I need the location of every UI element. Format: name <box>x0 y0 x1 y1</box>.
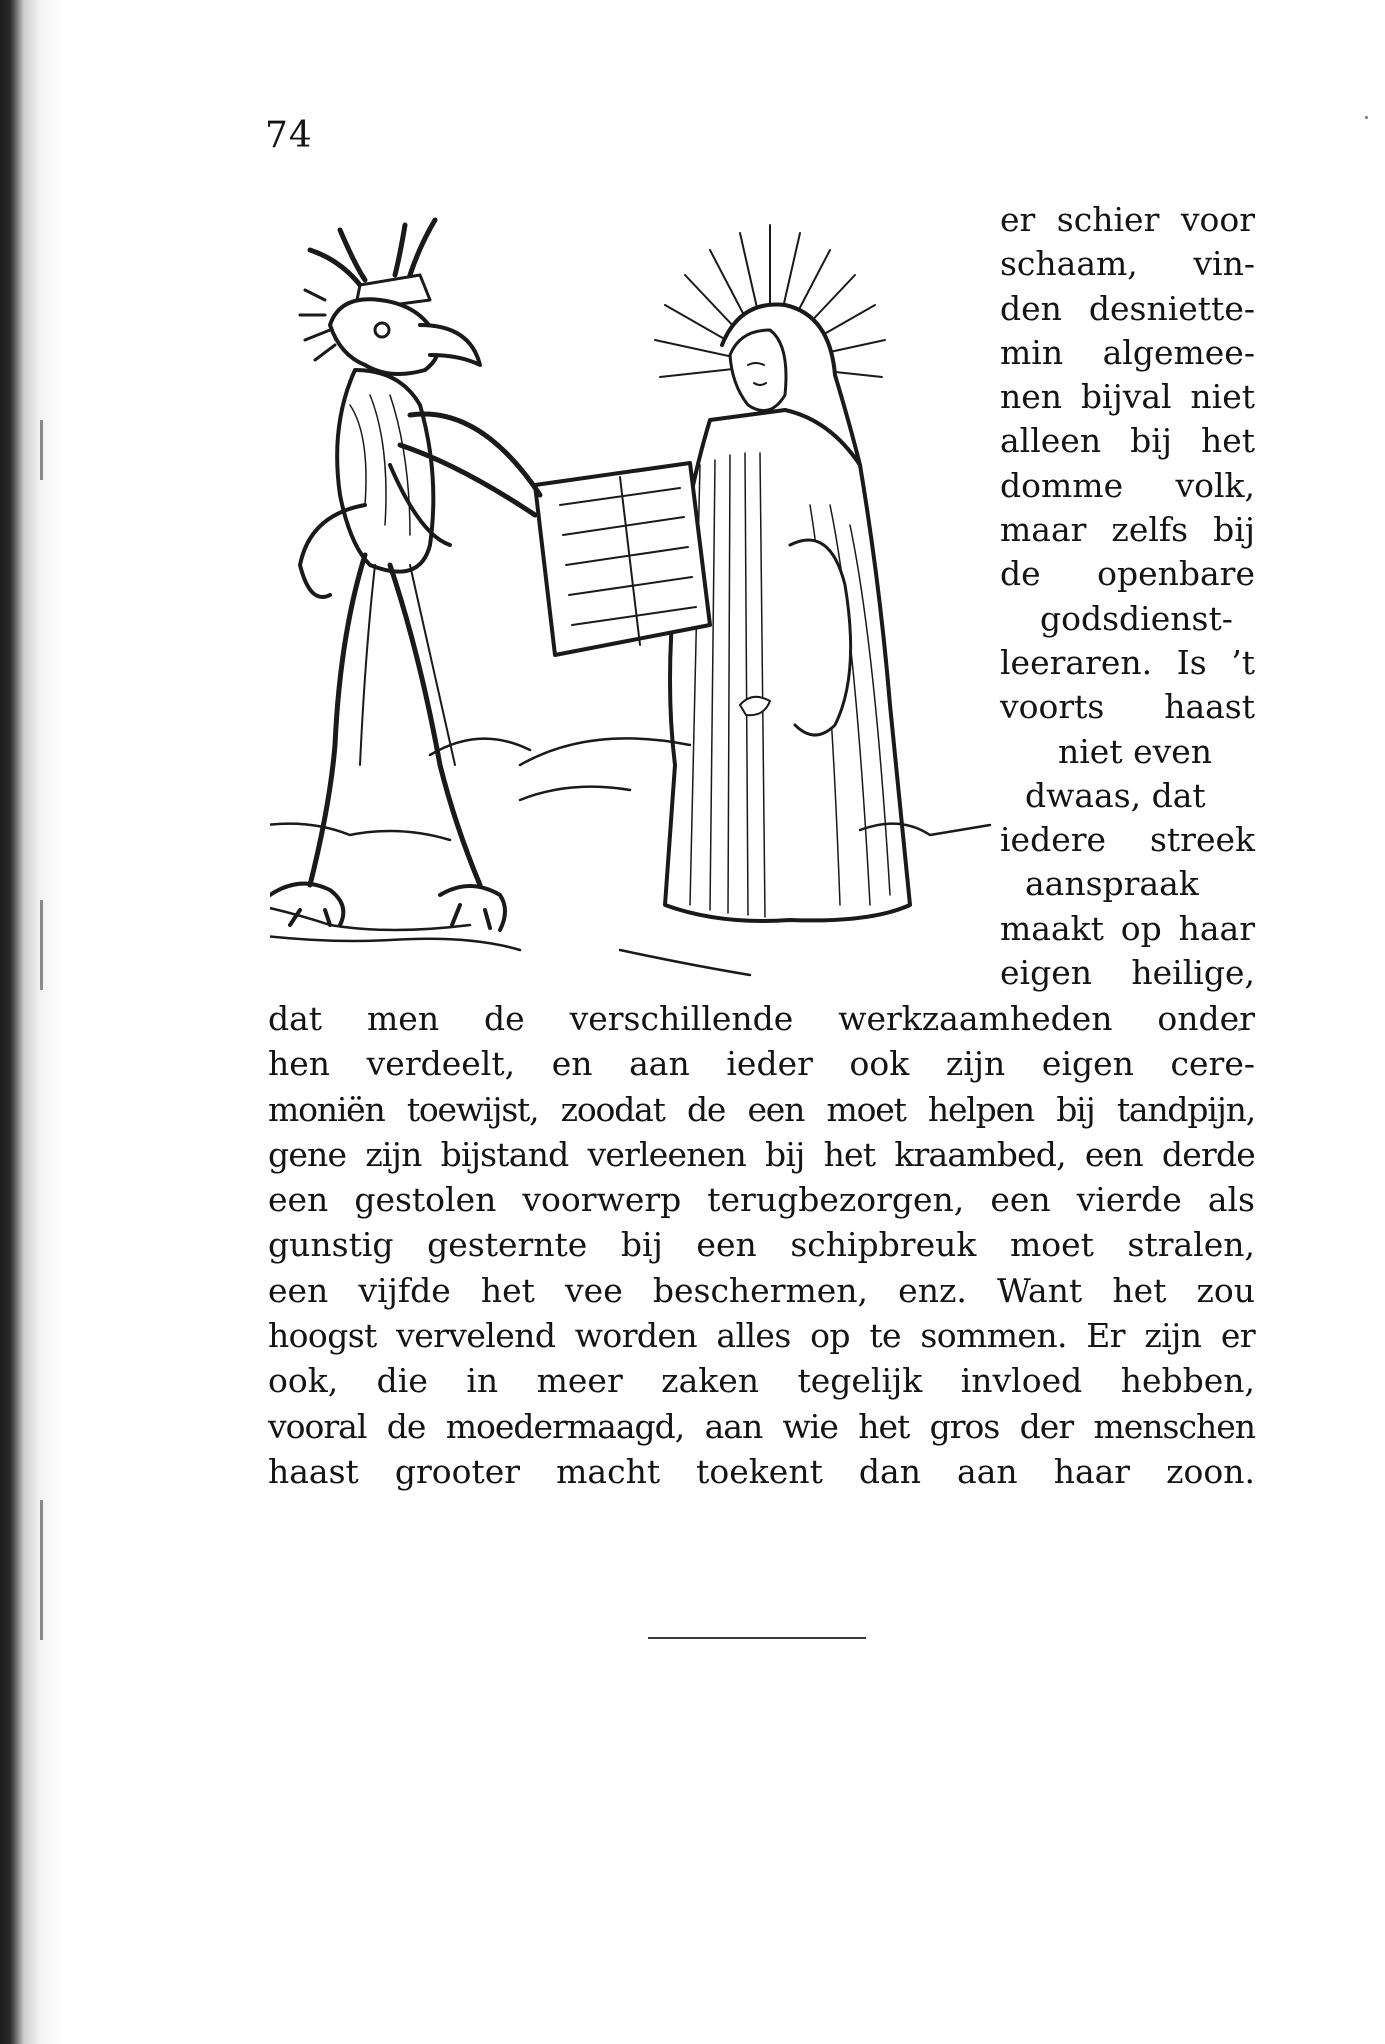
text-line: alleen bij het <box>1000 421 1255 461</box>
side-text-column <box>1000 198 1255 995</box>
text-line: een gestolen voorwerp terugbezorgen, een vierde als <box>268 1180 1255 1220</box>
text-line: leeraren. Is ’t <box>1000 642 1255 682</box>
text-line: dat men de verschillende werkzaamheden onder <box>268 999 1255 1038</box>
text-line: maakt op haar <box>1000 908 1255 948</box>
text-line: gunstig gesternte bij een schipbreuk moet stralen, <box>268 1225 1255 1265</box>
text-line: gene zijn bijstand verleenen bij het kraambed, een derde <box>268 1134 1255 1174</box>
text-line: ook, die in meer zaken tegelijk invloed hebben, <box>268 1361 1255 1401</box>
text-line: min algemee- <box>1000 332 1255 372</box>
text-line: nen bijval niet <box>1000 377 1255 417</box>
body-text <box>268 996 1255 1494</box>
text-line: schaam, vin- <box>1000 244 1255 284</box>
text-line: domme volk, <box>1000 465 1255 505</box>
end-rule <box>648 1637 866 1639</box>
scan-dot <box>1365 116 1368 119</box>
page-number: 74 <box>265 115 313 156</box>
text-line: godsdienst- <box>1040 598 1233 638</box>
text-line: niet even <box>1058 731 1213 771</box>
text-line: iedere streek <box>1000 820 1255 860</box>
text-line: voorts haast <box>1000 687 1255 727</box>
text-line: den desniette- <box>1000 288 1255 328</box>
scan-speck <box>40 420 43 480</box>
text-line: hoogst vervelend worden alles op te sommen. Er zijn er <box>268 1316 1255 1356</box>
text-line: de openbare <box>1000 554 1255 594</box>
woodcut-devil-and-monk-icon <box>270 205 1010 995</box>
scan-speck <box>40 900 43 990</box>
text-line: haast grooter macht toekent dan aan haar zoon. <box>268 1451 1255 1491</box>
text-line: een vijfde het vee beschermen, enz. Want het zou <box>268 1270 1255 1310</box>
text-line: maar zelfs bij <box>1000 510 1255 550</box>
text-line: hen verdeelt, en aan ieder ook zijn eigen cere- <box>268 1044 1255 1084</box>
text-line: eigen heilige, <box>1000 953 1255 993</box>
text-line: dwaas, dat <box>1025 775 1206 815</box>
text-line: er schier voor <box>1000 200 1255 239</box>
text-line: aanspraak <box>1025 864 1199 904</box>
scan-speck <box>40 1500 43 1640</box>
binding-gutter <box>0 0 62 2044</box>
text-line: vooral de moedermaagd, aan wie het gros der menschen <box>268 1406 1255 1446</box>
text-line: moniën toewijst, zoodat de een moet helpen bij tandpijn, <box>268 1089 1255 1129</box>
